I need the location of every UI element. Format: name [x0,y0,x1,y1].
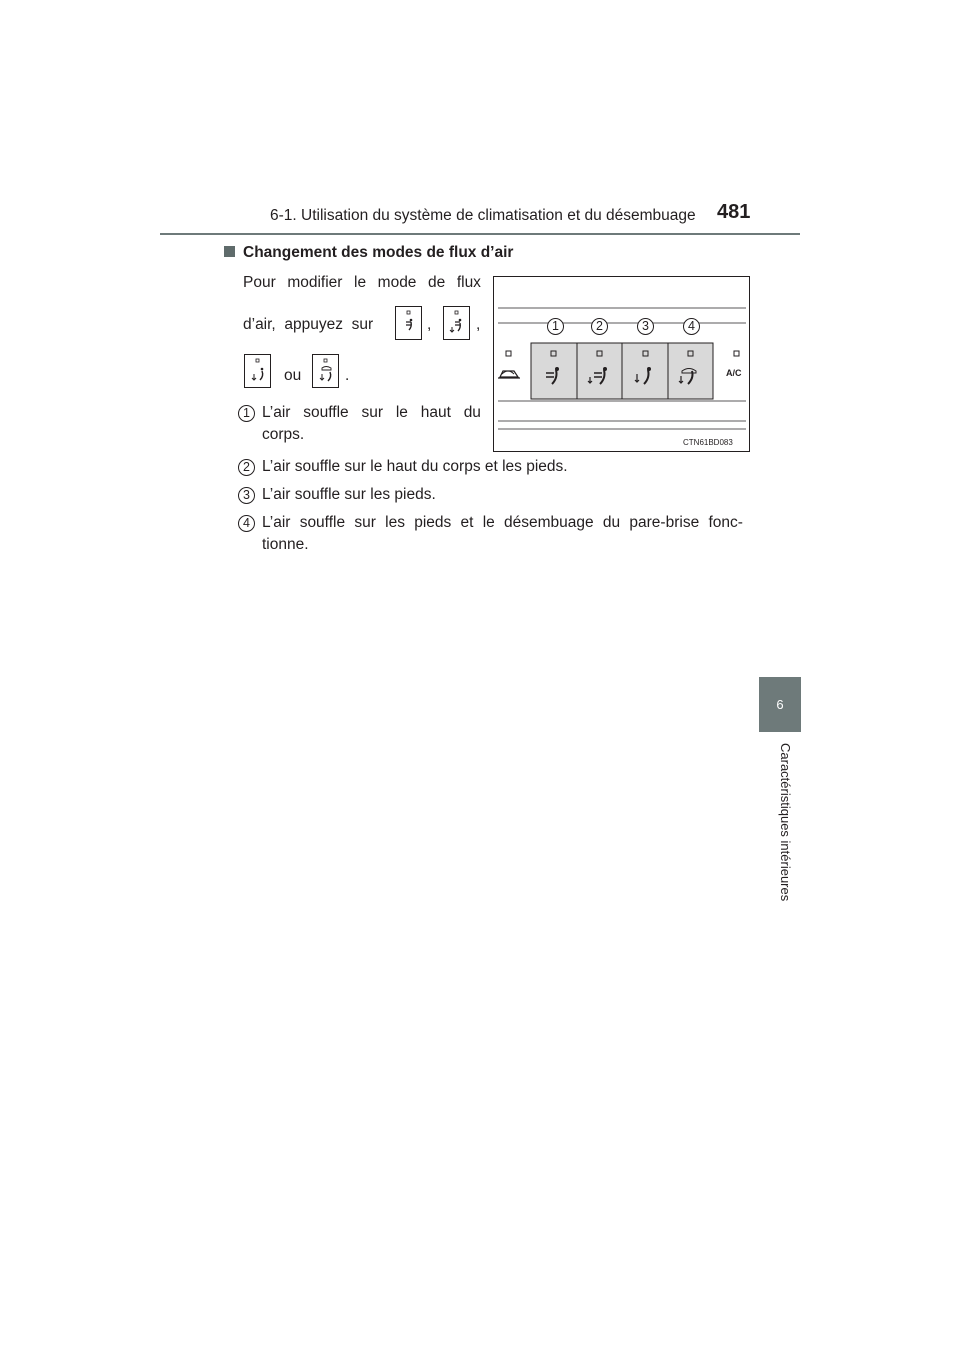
comma: , [427,316,432,333]
figure-callout-1: 1 [547,318,564,335]
word: modifier [287,274,343,291]
section-heading [224,244,513,262]
word: haut [420,404,451,421]
word: sur [351,316,374,333]
intro-line-2 [243,315,373,335]
recirculation-icon [498,371,520,378]
feet-defrost-button-icon [312,354,339,388]
word: désembuage [504,514,594,531]
word: L’air [262,404,291,421]
or-word: ou [284,367,302,384]
item-3-text: L’air souffle sur les pieds. [262,486,436,503]
page-number: 481 [717,201,751,223]
word: et [460,514,474,531]
word: sur [361,404,383,421]
word: souffle [303,404,349,421]
figure-code: CTN61BD083 [683,438,733,447]
ac-label: A/C [726,368,742,378]
callout-1: 1 [238,405,255,422]
callout-3: 3 [238,487,255,504]
period: . [345,367,350,384]
header-divider [160,233,800,235]
word: L’air [262,514,291,531]
comma: , [476,316,481,333]
section-heading-text: Changement des modes de flux d’air [243,244,514,261]
square-bullet-icon [224,246,235,257]
item-2-text: L’air souffle sur le haut du corps et les pieds. [262,458,568,475]
word: flux [456,274,481,291]
face-vent-button-icon [395,306,422,340]
word: de [428,274,446,291]
word: du [463,404,481,421]
callout-4: 4 [238,515,255,532]
intro-line-1 [243,273,481,293]
feet-vent-button-icon [244,354,271,388]
word: pieds [414,514,452,531]
chapter-title: Caractéristiques intérieures [778,743,793,902]
word: du [602,514,621,531]
word: les [385,514,405,531]
item-4-line-1 [262,513,743,533]
word: Pour [243,274,276,291]
word: le [482,514,495,531]
bi-level-vent-button-icon [443,306,470,340]
callout-2: 2 [238,459,255,476]
figure-callout-4: 4 [683,318,700,335]
word: souffle [299,514,346,531]
word: fonc- [708,514,743,531]
word: le [395,404,408,421]
item-1-line-2: corps. [262,426,305,443]
word: appuyez [284,316,343,333]
figure-callout-2: 2 [591,318,608,335]
climate-panel-figure [493,276,750,452]
item-4-line-2: tionne. [262,536,309,553]
chapter-tab: 6 [759,677,801,732]
word: pare-brise [629,514,700,531]
word: mode [377,274,417,291]
word: sur [354,514,376,531]
item-1-line-1 [262,403,481,423]
word: d’air, [243,316,276,333]
climate-panel-drawing [494,277,749,451]
figure-callout-3: 3 [637,318,654,335]
section-title: 6-1. Utilisation du système de climatisation et du désembuage [270,207,696,224]
word: le [354,274,367,291]
